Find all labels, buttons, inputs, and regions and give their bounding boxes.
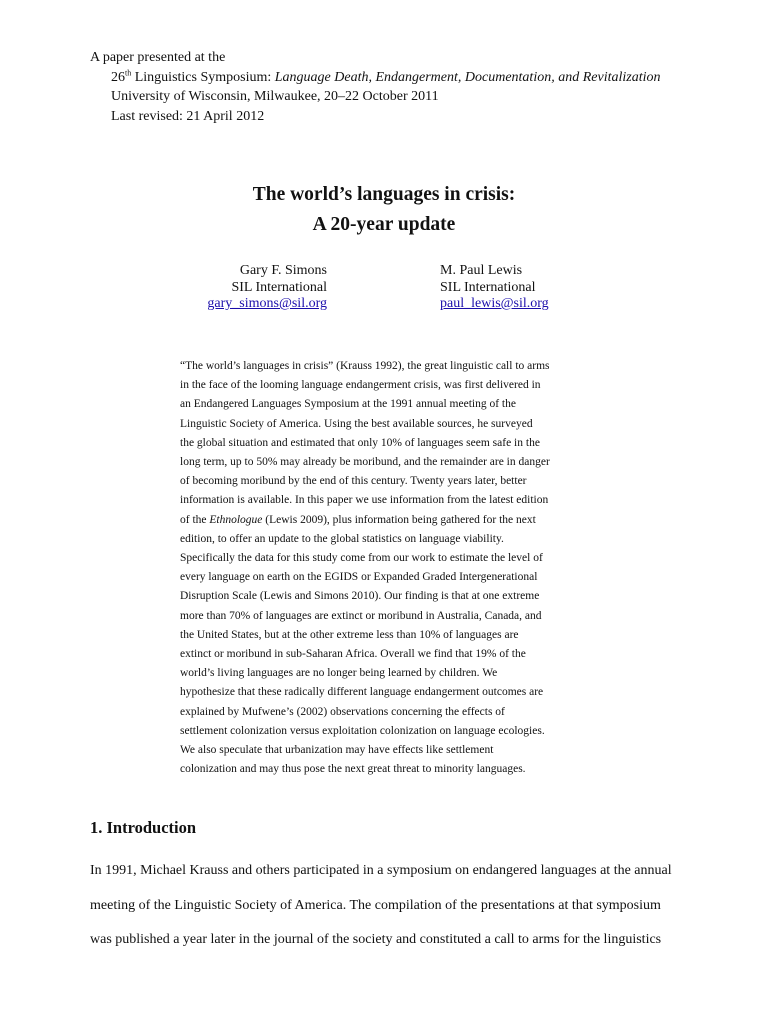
paper-header	[90, 48, 660, 126]
abstract-line: We also speculate that urbanization may have effects like settlement	[180, 744, 494, 757]
abstract-line: long term, up to 50% may already be moribund, and the remainder are in danger	[180, 456, 550, 469]
revised-line: Last revised: 21 April 2012	[111, 108, 265, 124]
symposium-line	[90, 68, 660, 88]
abstract-line: every language on earth on the EGIDS or Expanded Graded Intergenerational	[180, 571, 538, 584]
author-affiliation: SIL International	[231, 279, 327, 295]
abstract-line: Linguistic Society of America. Using the best available sources, he surveyed	[180, 417, 533, 430]
abstract-line: the United States, but at the other extreme less than 10% of languages are	[180, 628, 519, 641]
abstract-line: world’s living languages are no longer being learned by children. We	[180, 667, 498, 680]
abstract-line: colonization and may thus pose the next great threat to minority languages.	[180, 763, 526, 776]
abstract-line: of becoming moribund by the end of this century. Twenty years later, better	[180, 475, 527, 488]
abstract-line: edition, to offer an update to the global statistics on language viability.	[180, 532, 504, 545]
abstract-line: Disruption Scale (Lewis and Simons 2010). Our finding is that at one extreme	[180, 590, 540, 603]
author-email-link[interactable]: paul_lewis@sil.org	[440, 296, 549, 311]
abstract-line: in the face of the looming language endangerment crisis, was first delivered in	[180, 379, 541, 392]
abstract-line: “The world’s languages in crisis” (Krauss 1992), the great linguistic call to arms	[180, 360, 550, 372]
symposium-number: 26	[111, 69, 125, 85]
body-line: was published a year later in the journal of the society and constituted a call to arms for the linguistics	[90, 932, 662, 947]
author-name: Gary F. Simons	[239, 263, 327, 278]
abstract-line-end: (Lewis 2009), plus information being gathered for the next	[262, 513, 536, 526]
abstract-line: Specifically the data for this study come from our work to estimate the level of	[180, 552, 543, 565]
title-line-2: A 20-year update	[312, 214, 456, 235]
abstract-line-start: of the	[180, 513, 210, 526]
author-block-2	[440, 263, 600, 313]
author-block-1	[200, 263, 327, 313]
author-name: M. Paul Lewis	[440, 263, 523, 278]
symposium-name: Linguistics Symposium:	[131, 69, 275, 85]
section-heading-introduction: 1. Introduction	[90, 818, 197, 837]
symposium-ordinal: th	[125, 67, 132, 77]
abstract-line: the global situation and estimated that only 10% of languages seem safe in the	[180, 436, 540, 449]
location-line: University of Wisconsin, Milwaukee, 20–22 October 2011	[111, 89, 439, 104]
abstract-line-ethnologue	[180, 511, 590, 530]
abstract-line: extinct or moribund in sub-Saharan Africa. Overall we find that 19% of the	[180, 648, 526, 661]
body-line: In 1991, Michael Krauss and others participated in a symposium on endangered languages at the annual	[90, 863, 672, 878]
author-affiliation: SIL International	[440, 279, 536, 295]
abstract-line: more than 70% of languages are extinct or moribund in Australia, Canada, and	[180, 609, 542, 622]
abstract-line: an Endangered Languages Symposium at the 1991 annual meeting of the	[180, 398, 516, 411]
symposium-theme: Language Death, Endangerment, Documentation, and Revitalization	[274, 69, 661, 85]
presented-at-line: A paper presented at the	[90, 50, 226, 65]
ethnologue-title: Ethnologue	[209, 513, 263, 526]
paper-title	[0, 180, 768, 240]
abstract-line: explained by Mufwene’s (2002) observations concerning the effects of	[180, 705, 505, 718]
abstract-line: hypothesize that these radically different language endangerment outcomes are	[180, 686, 544, 699]
abstract-line: information is available. In this paper we use information from the latest edition	[180, 494, 549, 507]
author-email-link[interactable]: gary_simons@sil.org	[207, 296, 327, 311]
abstract	[180, 357, 590, 779]
title-line-1: The world’s languages in crisis:	[252, 184, 516, 205]
abstract-line: settlement colonization versus exploitation colonization on language ecologies.	[180, 724, 545, 737]
body-line: meeting of the Linguistic Society of America. The compilation of the presentations at that symposium	[90, 897, 661, 913]
body-text	[90, 860, 690, 964]
